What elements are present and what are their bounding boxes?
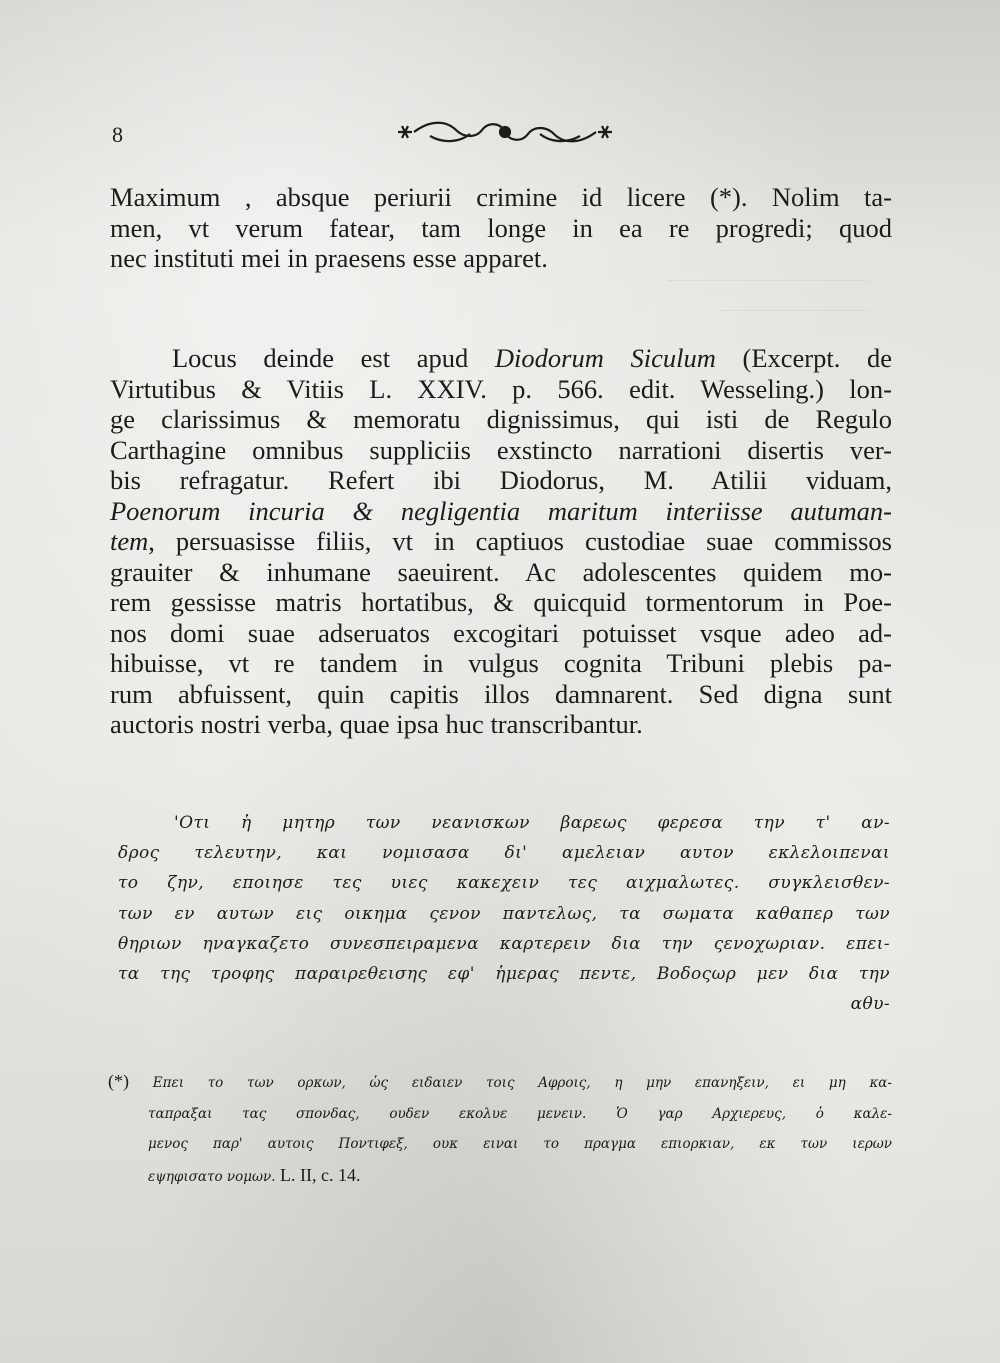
text-line: Poenorum incuria & negligentia maritum interiisse autuman- [110, 495, 892, 526]
text-line: bis refragatur. Refert ibi Diodorus, M. Atilii viduam, [110, 465, 892, 495]
text-line [110, 526, 892, 557]
ornament-icon [390, 112, 620, 152]
text-span: Locus deinde est apud [172, 343, 495, 373]
text-span: εψηφισατο νομων. [148, 1168, 276, 1185]
greek-quotation [118, 808, 890, 1019]
text-span: (Excerpt. de [715, 343, 892, 373]
text-line: το ζην, εποιησε τες υιες κακεχειν τες αιχμαλωτες. συγκλεισθεν- [118, 873, 890, 894]
text-line: nos domi suae adseruatos excogitari potuisset vsque adeo ad- [110, 617, 892, 648]
text-span: tem [110, 526, 149, 556]
text-line: Maximum , absque periurii crimine id licere (*). Nolim ta- [110, 182, 892, 212]
text-line: auctoris nostri verba, quae ipsa huc transcribantur. [110, 709, 643, 739]
text-line: Virtutibus & Vitiis L. XXIV. p. 566. edit. Wesseling.) lon- [110, 373, 892, 404]
text-line: μενος παρ' αυτοις Ποντιφεξ, ουκ ειναι το πραγμα επιορκιαν, εκ των ιερων [148, 1136, 892, 1152]
text-span: Επει το των ορκων, ὡς ειδαιεν τοις Αφροις, η μην επανηξειν, ει μη κα- [152, 1075, 892, 1091]
text-line: nec instituti mei in praesens esse apparet. [110, 243, 548, 273]
text-line [110, 343, 892, 374]
text-line: των εν αυτων εις οικημα ςενον παντελως, τα σωματα καθαπερ των [118, 903, 890, 924]
text-line: θηριων ηναγκαζετο συνεσπειραμενα καρτερειν δια την ςενοχωριαν. επει- [118, 933, 890, 954]
text-line: rem gessisse matris hortatibus, & quicquid tormentorum in Poe- [110, 587, 892, 617]
text-line: ταπραξαι τας σπονδας, ουδεν εκολυε μενειν. Ὁ γαρ Αρχιερευς, ὁ καλε- [148, 1105, 892, 1122]
paragraph-2 [110, 343, 892, 740]
page-number: 8 [112, 122, 123, 147]
paragraph-1 [110, 182, 892, 274]
citation-reference: L. II, c. 14. [275, 1164, 361, 1185]
text-line [108, 1066, 892, 1099]
text-line: hibuisse, vt re tandem in vulgus cognita Tribuni plebis pa- [110, 648, 892, 678]
footnote [108, 1066, 892, 1192]
page-header [110, 112, 900, 152]
text-line: ge clarissimus & memoratu dignissimus, qui isti de Regulo [110, 404, 892, 434]
text-line: 'Οτι ἡ μητηρ των νεανισκων βαρεως φερεσα την τ' αν- [174, 813, 890, 833]
text-line: rum abfuissent, quin capitis illos damnarent. Sed digna sunt [110, 678, 892, 709]
text-span: , persuasisse filiis, vt in captiuos custodiae suae commissos [148, 526, 892, 556]
bleed-through-mark [720, 292, 870, 311]
text-line: grauiter & inhumane saeuirent. Ac adolescentes quidem mo- [110, 556, 892, 587]
text-line: Carthagine omnibus suppliciis exstincto narrationi disertis ver- [110, 434, 892, 465]
text-line: αθυ- [850, 994, 890, 1015]
footnote-marker: (*) [108, 1071, 129, 1091]
text-line: men, vt verum fatear, tam longe in ea re progredi; quod [110, 212, 892, 243]
text-line: τα της τροφης παραιρεθεισης εφ' ἡμερας πεντε, Βοδοςωρ μεν δια την [118, 964, 890, 985]
text-line: δρος τελευτην, και νομισασα δι' αμελειαν αυτον εκλελοιπεναι [118, 843, 890, 864]
author-name: Diodorum Siculum [494, 343, 716, 373]
text-line [108, 1160, 892, 1193]
